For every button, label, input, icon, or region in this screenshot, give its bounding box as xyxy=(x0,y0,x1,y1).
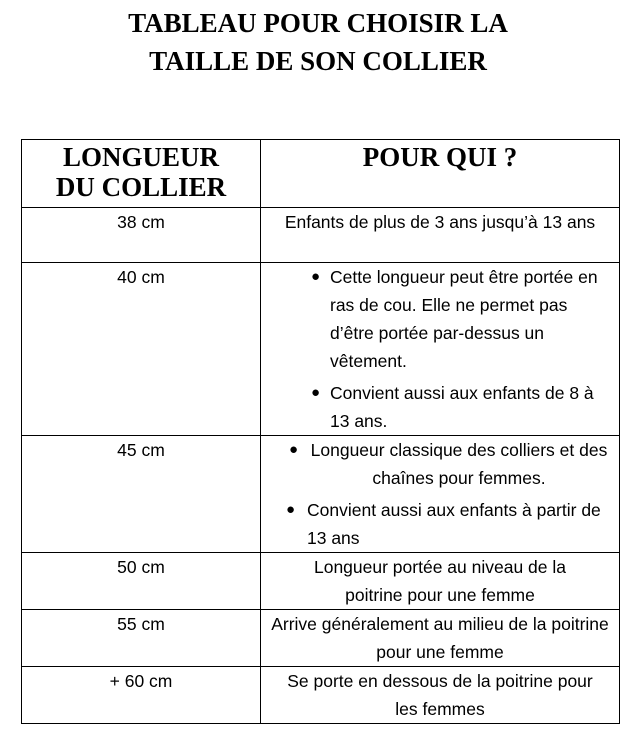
who-cell xyxy=(261,263,620,436)
header-who-label: POUR QUI ? xyxy=(362,142,518,172)
who-cell xyxy=(261,610,620,667)
length-value: 50 cm xyxy=(117,557,165,577)
table-row xyxy=(22,610,620,667)
who-cell xyxy=(261,553,620,610)
who-text: Enfants de plus de 3 ans jusqu’à 13 ans xyxy=(284,212,596,232)
length-cell xyxy=(22,263,261,436)
list-item-text: Cette longueur peut être portée en ras de cou. Elle ne permet pas d’être portée par-dessus un vêtement. xyxy=(330,267,598,371)
bullet-icon: ● xyxy=(286,501,296,518)
table-row xyxy=(22,208,620,263)
length-cell xyxy=(22,610,261,667)
bullet-icon: ● xyxy=(289,441,299,458)
table-row xyxy=(22,667,620,724)
who-text: Se porte en dessous de la poitrine pour les femmes xyxy=(287,671,593,719)
length-value: + 60 cm xyxy=(109,671,173,691)
length-value: 38 cm xyxy=(117,212,165,232)
length-cell xyxy=(22,553,261,610)
who-text: Longueur portée au niveau de la poitrine pour une femme xyxy=(313,557,566,605)
size-table xyxy=(21,139,620,724)
list-item xyxy=(261,436,619,492)
table-row xyxy=(22,553,620,610)
list-item xyxy=(261,496,619,552)
list-item-text: Convient aussi aux enfants à partir de 13 ans xyxy=(307,500,601,548)
title-line-2: TAILLE DE SON COLLIER xyxy=(149,46,487,76)
who-text: Arrive généralement au milieu de la poitrine pour une femme xyxy=(271,614,609,662)
list-item-text: Longueur classique des colliers et des chaînes pour femmes. xyxy=(310,440,608,488)
who-cell xyxy=(261,667,620,724)
bullet-icon: ● xyxy=(311,384,321,401)
who-cell xyxy=(261,436,620,553)
bullet-list xyxy=(261,263,619,435)
header-length-line-2: DU COLLIER xyxy=(55,172,227,202)
list-item xyxy=(261,379,619,435)
title-line-1: TABLEAU POUR CHOISIR LA xyxy=(128,8,508,38)
table-row xyxy=(22,263,620,436)
who-cell xyxy=(261,208,620,263)
bullet-list xyxy=(261,436,619,552)
length-value: 40 cm xyxy=(117,267,165,287)
length-cell xyxy=(22,208,261,263)
length-cell xyxy=(22,436,261,553)
table-header-row xyxy=(22,140,620,208)
bullet-icon: ● xyxy=(311,268,321,285)
table-row xyxy=(22,436,620,553)
list-item-text: Convient aussi aux enfants de 8 à 13 ans. xyxy=(330,383,594,431)
length-cell xyxy=(22,667,261,724)
header-who xyxy=(261,140,620,208)
header-length-line-1: LONGUEUR xyxy=(62,142,219,172)
list-item xyxy=(261,263,619,375)
length-value: 55 cm xyxy=(117,614,165,634)
page-title xyxy=(0,4,636,80)
length-value: 45 cm xyxy=(117,440,165,460)
header-length xyxy=(22,140,261,208)
